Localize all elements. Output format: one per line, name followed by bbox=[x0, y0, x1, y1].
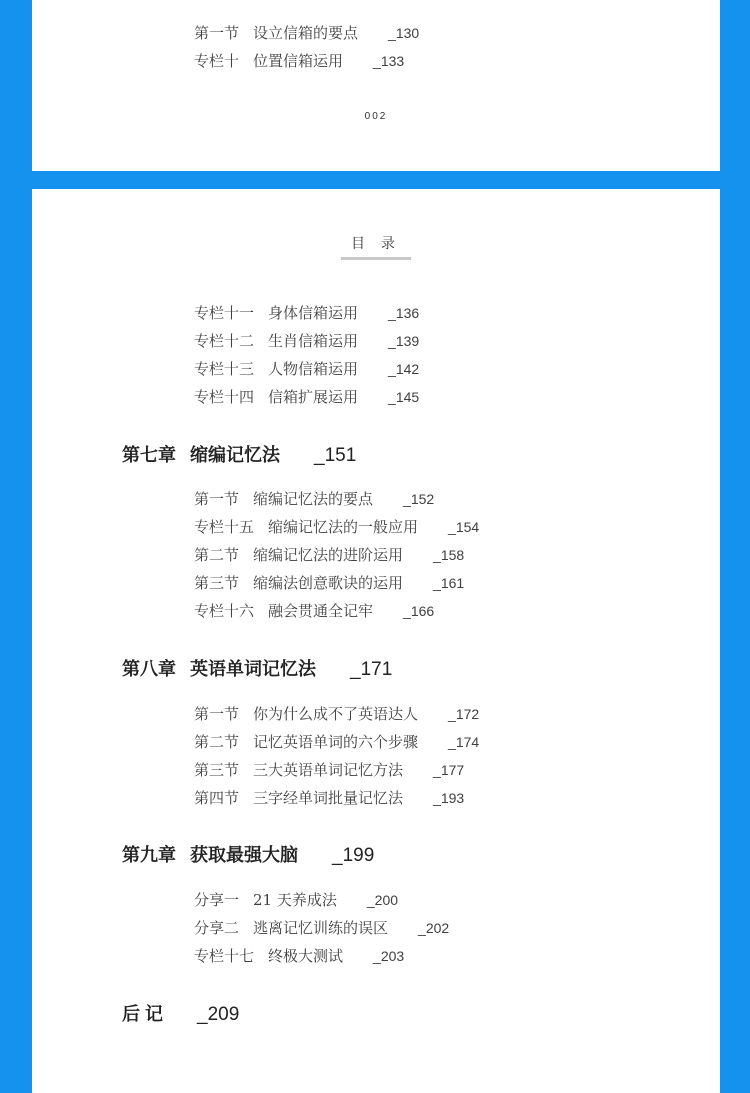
entry-title: 缩编记忆法的要点 bbox=[253, 490, 374, 508]
entry-title: 你为什么成不了英语达人 bbox=[253, 705, 419, 723]
entry-title: 身体信箱运用 bbox=[268, 304, 359, 322]
entry-label: 分享一 bbox=[194, 891, 240, 909]
chapter-title: 英语单词记忆法 bbox=[190, 659, 316, 679]
toc-entry[interactable] bbox=[194, 760, 464, 780]
chapter-heading[interactable] bbox=[122, 843, 374, 868]
entry-title: 三大英语单词记忆方法 bbox=[253, 761, 404, 779]
entry-label: 分享二 bbox=[194, 919, 240, 937]
entry-title: 缩编记忆法的一般应用 bbox=[268, 518, 419, 536]
toc-entry[interactable] bbox=[194, 704, 479, 724]
chapter-heading[interactable] bbox=[122, 443, 356, 468]
entry-label: 第二节 bbox=[194, 733, 240, 751]
chapter-title: 缩编记忆法 bbox=[190, 445, 280, 465]
entry-label: 专栏十三 bbox=[194, 360, 255, 378]
entry-label: 第四节 bbox=[194, 789, 240, 807]
toc-entry[interactable] bbox=[194, 946, 404, 966]
toc-heading: 目 录 bbox=[351, 235, 401, 251]
chapter-label: 第九章 bbox=[122, 845, 176, 865]
heading-underline bbox=[341, 257, 411, 260]
entry-page: _133 bbox=[373, 53, 405, 69]
entry-page: _200 bbox=[366, 892, 399, 908]
entry-title: 三字经单词批量记忆法 bbox=[253, 789, 404, 807]
entry-page: _158 bbox=[433, 547, 465, 563]
toc-entry[interactable] bbox=[194, 545, 464, 565]
toc-page-previous bbox=[32, 0, 720, 171]
entry-page: _154 bbox=[448, 519, 480, 535]
entry-label: 专栏十一 bbox=[194, 304, 255, 322]
toc-entry[interactable] bbox=[194, 331, 419, 351]
toc-entry[interactable] bbox=[194, 51, 404, 71]
toc-entry[interactable] bbox=[194, 732, 479, 752]
entry-page: _202 bbox=[418, 920, 450, 936]
chapter-page: _151 bbox=[314, 445, 357, 466]
toc-page bbox=[32, 189, 720, 1093]
entry-page: _130 bbox=[388, 25, 420, 41]
afterword-heading[interactable] bbox=[122, 1002, 239, 1027]
chapter-page: _199 bbox=[332, 845, 375, 866]
chapter-label: 第七章 bbox=[122, 445, 176, 465]
afterword-label: 后 记 bbox=[122, 1004, 164, 1024]
chapter-heading[interactable] bbox=[122, 657, 392, 682]
afterword-page: _209 bbox=[197, 1004, 240, 1025]
entry-label: 第一节 bbox=[194, 490, 240, 508]
entry-label: 第一节 bbox=[194, 705, 240, 723]
entry-label: 专栏十六 bbox=[194, 602, 255, 620]
entry-label: 第一节 bbox=[194, 24, 240, 42]
entry-page: _139 bbox=[388, 333, 420, 349]
entry-title: 位置信箱运用 bbox=[253, 52, 344, 70]
entry-title: 设立信箱的要点 bbox=[253, 24, 359, 42]
page-number: 002 bbox=[364, 111, 388, 122]
entry-label: 专栏十七 bbox=[194, 947, 255, 965]
entry-page: _203 bbox=[373, 948, 405, 964]
toc-entry[interactable] bbox=[194, 23, 419, 43]
entry-title: 融会贯通全记牢 bbox=[268, 602, 374, 620]
entry-page: _177 bbox=[433, 762, 465, 778]
chapter-label: 第八章 bbox=[122, 659, 176, 679]
entry-page: _166 bbox=[403, 603, 435, 619]
chapter-page: _171 bbox=[350, 659, 393, 680]
entry-page: _172 bbox=[448, 706, 480, 722]
toc-entry[interactable] bbox=[194, 788, 464, 808]
entry-page: _152 bbox=[403, 491, 435, 507]
entry-label: 第三节 bbox=[194, 761, 240, 779]
entry-page: _174 bbox=[448, 734, 480, 750]
entry-title: 人物信箱运用 bbox=[268, 360, 359, 378]
toc-entry[interactable] bbox=[194, 303, 419, 323]
toc-entry[interactable] bbox=[194, 890, 398, 910]
entry-label: 专栏十五 bbox=[194, 518, 255, 536]
entry-page: _193 bbox=[433, 790, 465, 806]
entry-label: 专栏十 bbox=[194, 52, 240, 70]
entry-title: 生肖信箱运用 bbox=[268, 332, 359, 350]
entry-title: 缩编法创意歌诀的运用 bbox=[253, 574, 404, 592]
toc-entry[interactable] bbox=[194, 517, 479, 537]
entry-page: _136 bbox=[388, 305, 420, 321]
chapter-title: 获取最强大脑 bbox=[190, 845, 298, 865]
entry-title: 逃离记忆训练的误区 bbox=[253, 919, 389, 937]
entry-label: 专栏十四 bbox=[194, 388, 255, 406]
toc-entry[interactable] bbox=[194, 573, 464, 593]
toc-entry[interactable] bbox=[194, 359, 419, 379]
entry-title: 21 天养成法 bbox=[253, 891, 337, 909]
toc-entry[interactable] bbox=[194, 387, 419, 407]
entry-label: 第三节 bbox=[194, 574, 240, 592]
entry-title: 缩编记忆法的进阶运用 bbox=[253, 546, 404, 564]
entry-title: 信箱扩展运用 bbox=[268, 388, 359, 406]
entry-page: _161 bbox=[433, 575, 465, 591]
entry-page: _142 bbox=[388, 361, 420, 377]
entry-title: 记忆英语单词的六个步骤 bbox=[253, 733, 419, 751]
toc-entry[interactable] bbox=[194, 918, 449, 938]
entry-title: 终极大测试 bbox=[268, 947, 344, 965]
entry-label: 第二节 bbox=[194, 546, 240, 564]
toc-entry[interactable] bbox=[194, 489, 434, 509]
entry-page: _145 bbox=[388, 389, 420, 405]
entry-label: 专栏十二 bbox=[194, 332, 255, 350]
toc-entry[interactable] bbox=[194, 601, 434, 621]
